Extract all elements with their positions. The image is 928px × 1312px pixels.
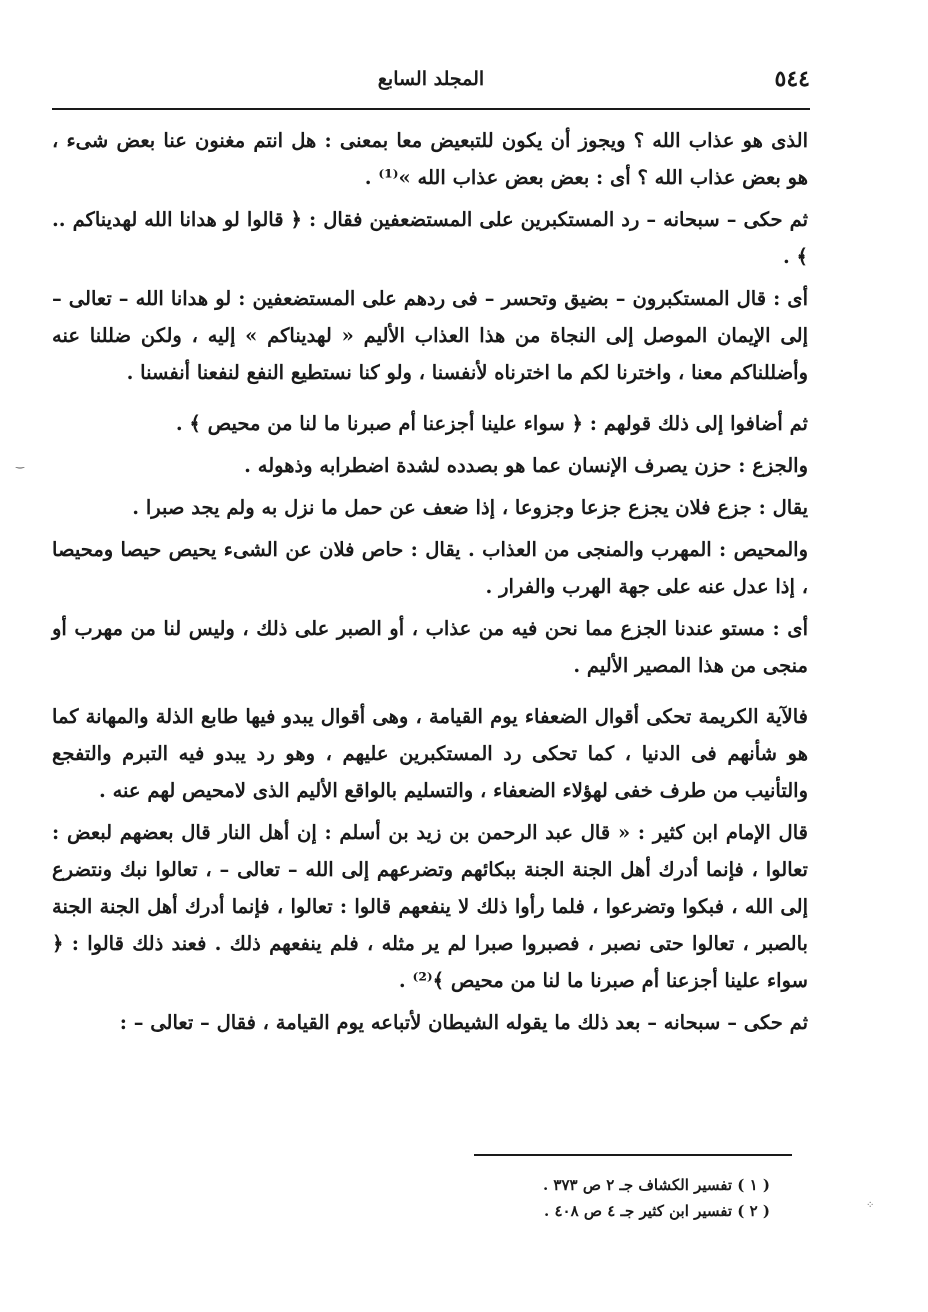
paragraph: ثم حكى – سبحانه – بعد ذلك ما يقوله الشيطان لأتباعه يوم القيامة ، فقال – تعالى – : (119, 1011, 808, 1034)
paragraph: والجزع : حزن يصرف الإنسان عما هو بصدده لشدة اضطرابه وذهوله . (244, 454, 808, 477)
page-number: ٥٤٤ (774, 66, 810, 92)
paragraph: والمحيص : المهرب والمنجى من العذاب . يقال : حاص فلان عن الشىء يحيص حيصا ومحيصا ، إذا عدل عنه على جهة الهرب والفرار . (52, 538, 808, 598)
paragraph: يقال : جزع فلان يجزع جزعا وجزوعا ، إذا ضعف عن حمل ما نزل به ولم يجد صبرا . (132, 496, 808, 519)
paragraph: الذى هو عذاب الله ؟ ويجوز أن يكون للتبعيض معا بمعنى : هل انتم مغنون عنا بعض شىء ، هو بعض عذاب الله ؟ أى : بعض بعض عذاب الله »⁽¹⁾ . (52, 129, 808, 189)
page-header (52, 66, 810, 106)
footnote: ( ٢ ) تفسير ابن كثير جـ ٤ ص ٤٠٨ . (544, 1202, 770, 1220)
running-title: المجلد السابع (377, 68, 485, 90)
footnote: ( ١ ) تفسير الكشاف جـ ٢ ص ٣٧٣ . (542, 1176, 770, 1194)
paragraph: ثم أضافوا إلى ذلك قولهم : ﴿ سواء علينا أجزعنا أم صبرنا ما لنا من محيص ﴾ . (175, 412, 808, 435)
header-divider (52, 108, 810, 110)
paragraph: فالآية الكريمة تحكى أقوال الضعفاء يوم القيامة ، وهى أقوال يبدو فيها طابع الذلة والمهانة كما هو شأنهم فى الدنيا ، كما تحكى رد المستكبرين عليهم ، وهو رد يبدو فيه التبرم والتفجع والتأنيب من طرف خفى لهؤلاء الضعفاء ، والتسليم بالواقع الأليم الذى لامحيص لهم عنه . (52, 705, 808, 802)
footnote-divider (474, 1154, 792, 1156)
scan-speck: ⁘ (866, 1200, 875, 1211)
scan-speck: ‿ (16, 458, 25, 469)
footnotes (300, 1172, 770, 1224)
paragraph: أى : قال المستكبرون – بضيق وتحسر – فى ردهم على المستضعفين : لو هدانا الله – تعالى – إلى الإيمان الموصل إلى النجاة من هذا العذاب الأليم « لهديناكم » إليه ، ولكن ضللنا عنه وأضللناكم معنا ، واخترنا لكم ما اخترناه لأنفسنا ، ولو كنا نستطيع النفع لنفعنا أنفسنا . (52, 287, 808, 384)
paragraph: أى : مستو عندنا الجزع مما نحن فيه من عذاب ، أو الصبر على ذلك ، وليس لنا من مهرب أو منجى من هذا المصير الأليم . (52, 617, 808, 677)
main-text (52, 122, 808, 1046)
paragraph: قال الإمام ابن كثير : « قال عبد الرحمن بن زيد بن أسلم : إن أهل النار قال بعضهم لبعض : تعالوا ، فإنما أدرك أهل الجنة الجنة ببكائهم وتضرعهم إلى الله – تعالى – ، تعالوا نبك ونتضرع إلى الله ، فبكوا وتضرعوا ، فلما رأوا ذلك لا ينفعهم قالوا : تعالوا ، فإنما أدرك أهل الجنة الجنة بالصبر ، تعالوا حتى نصبر ، فصبروا صبرا لم ير مثله ، فلم ينفعهم ذلك . فعند ذلك قالوا : ﴿ سواء علينا أجزعنا أم صبرنا ما لنا من محيص ﴾⁽²⁾ . (52, 821, 808, 992)
paragraph: ثم حكى – سبحانه – رد المستكبرين على المستضعفين فقال : ﴿ قالوا لو هدانا الله لهديناكم .. ﴾ . (52, 208, 808, 268)
